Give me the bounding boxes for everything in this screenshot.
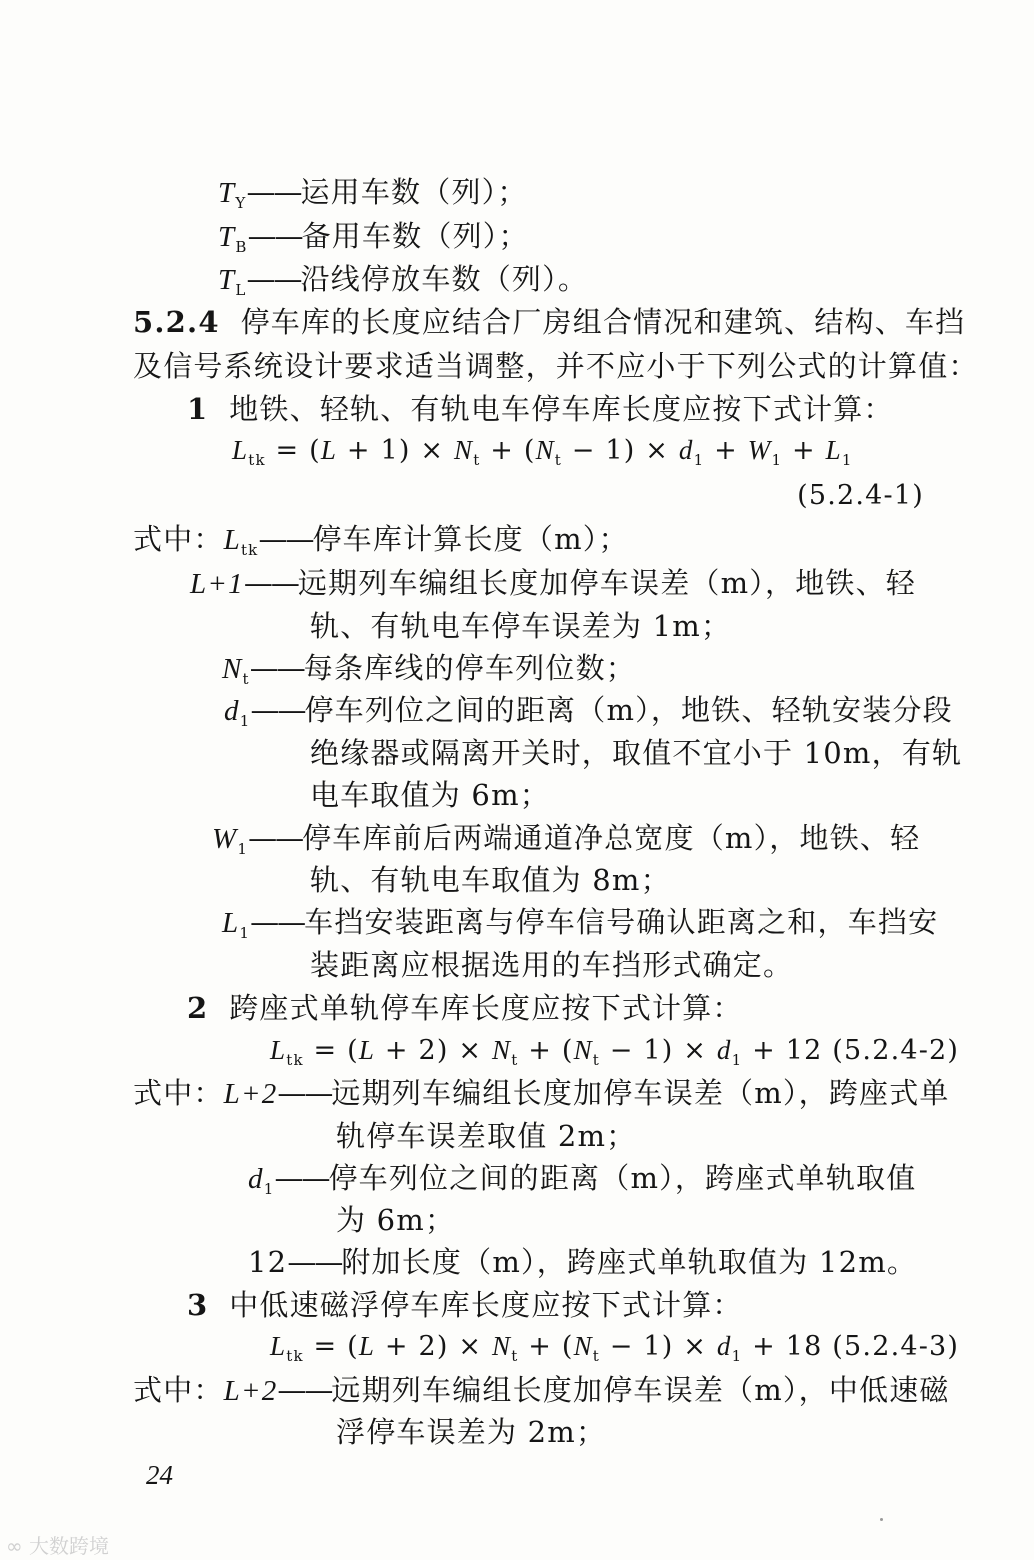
item-2: 2 跨座式单轨停车库长度应按下式计算： bbox=[187, 991, 743, 1025]
item-1: 1 地铁、轻轨、有轨电车停车库长度应按下式计算： bbox=[187, 392, 894, 426]
def1-l1-cont: 轨、有轨电车停车误差为 1m； bbox=[310, 609, 732, 643]
formula-3: $L_{tk} = (L + 2) \times N_t + (N_t - 1) \times d_1 + 18$ (5.2.4-3) bbox=[270, 1331, 960, 1365]
def1-ll1: $L_1——$车挡安装距离与停车信号确认距离之和，车挡安 bbox=[222, 905, 939, 942]
def1-d1: $d_1——$停车列位之间的距离（m），地铁、轻轨安装分段 bbox=[224, 693, 953, 730]
clause-line1: 5.2.4 停车库的长度应结合厂房组合情况和建筑、结构、车挡 bbox=[133, 305, 966, 339]
watermark: ∞ 大数跨境 bbox=[6, 1534, 110, 1558]
formula-2: $L_{tk} = (L + 2) \times N_t + (N_t - 1) \times d_1 + 12$ (5.2.4-2) bbox=[270, 1035, 960, 1069]
def1-d1-cont1: 绝缘器或隔离开关时，取值不宜小于 10m，有轨 bbox=[310, 736, 963, 770]
def3-l2-cont: 浮停车误差为 2m； bbox=[336, 1415, 607, 1449]
def1-w1: $W_1——$停车库前后两端通道净总宽度（m），地铁、轻 bbox=[212, 821, 921, 858]
def2-d1-cont: 为 6m； bbox=[336, 1203, 456, 1237]
def1-l1: L+1——远期列车编组长度加停车误差（m），地铁、轻 bbox=[190, 566, 917, 600]
def-tb: $T_B——$备用车数（列）； bbox=[218, 219, 529, 256]
page-number: 24 bbox=[146, 1460, 173, 1490]
def2-d1: $d_1——$停车列位之间的距离（m），跨座式单轨取值 bbox=[248, 1161, 917, 1198]
formula-1-number: (5.2.4-1) bbox=[797, 480, 924, 511]
def-tl: $T_L——$沿线停放车数（列）。 bbox=[218, 262, 589, 299]
item-3: 3 中低速磁浮停车库长度应按下式计算： bbox=[187, 1288, 743, 1322]
watermark-logo-icon: ∞ bbox=[6, 1534, 23, 1558]
def-ty: $T_Y——$运用车数（列）； bbox=[218, 175, 528, 212]
def1-ll1-cont: 装距离应根据选用的车挡形式确定。 bbox=[310, 948, 794, 982]
def1-nt: $N_t——$每条库线的停车列位数； bbox=[222, 651, 636, 688]
def2-l2: 式中：L+2——远期列车编组长度加停车误差（m），跨座式单 bbox=[133, 1076, 950, 1110]
speck bbox=[880, 1518, 883, 1521]
def2-l2-cont: 轨停车误差取值 2m； bbox=[336, 1119, 637, 1153]
def2-12: 12——附加长度（m），跨座式单轨取值为 12m。 bbox=[248, 1245, 918, 1279]
clause-line2: 及信号系统设计要求适当调整，并不应小于下列公式的计算值： bbox=[133, 349, 979, 383]
formula-1: $L_{tk} = (L + 1) \times N_t + (N_t - 1) \times d_1 + W_1 + L_1$ bbox=[232, 435, 853, 469]
def1-ltk: 式中：$L_{tk}——$停车库计算长度（m）； bbox=[133, 522, 629, 559]
def1-d1-cont2: 电车取值为 6m； bbox=[310, 778, 550, 812]
def3-l2: 式中：L+2——远期列车编组长度加停车误差（m），中低速磁 bbox=[133, 1373, 950, 1407]
def1-w1-cont: 轨、有轨电车取值为 8m； bbox=[310, 863, 671, 897]
